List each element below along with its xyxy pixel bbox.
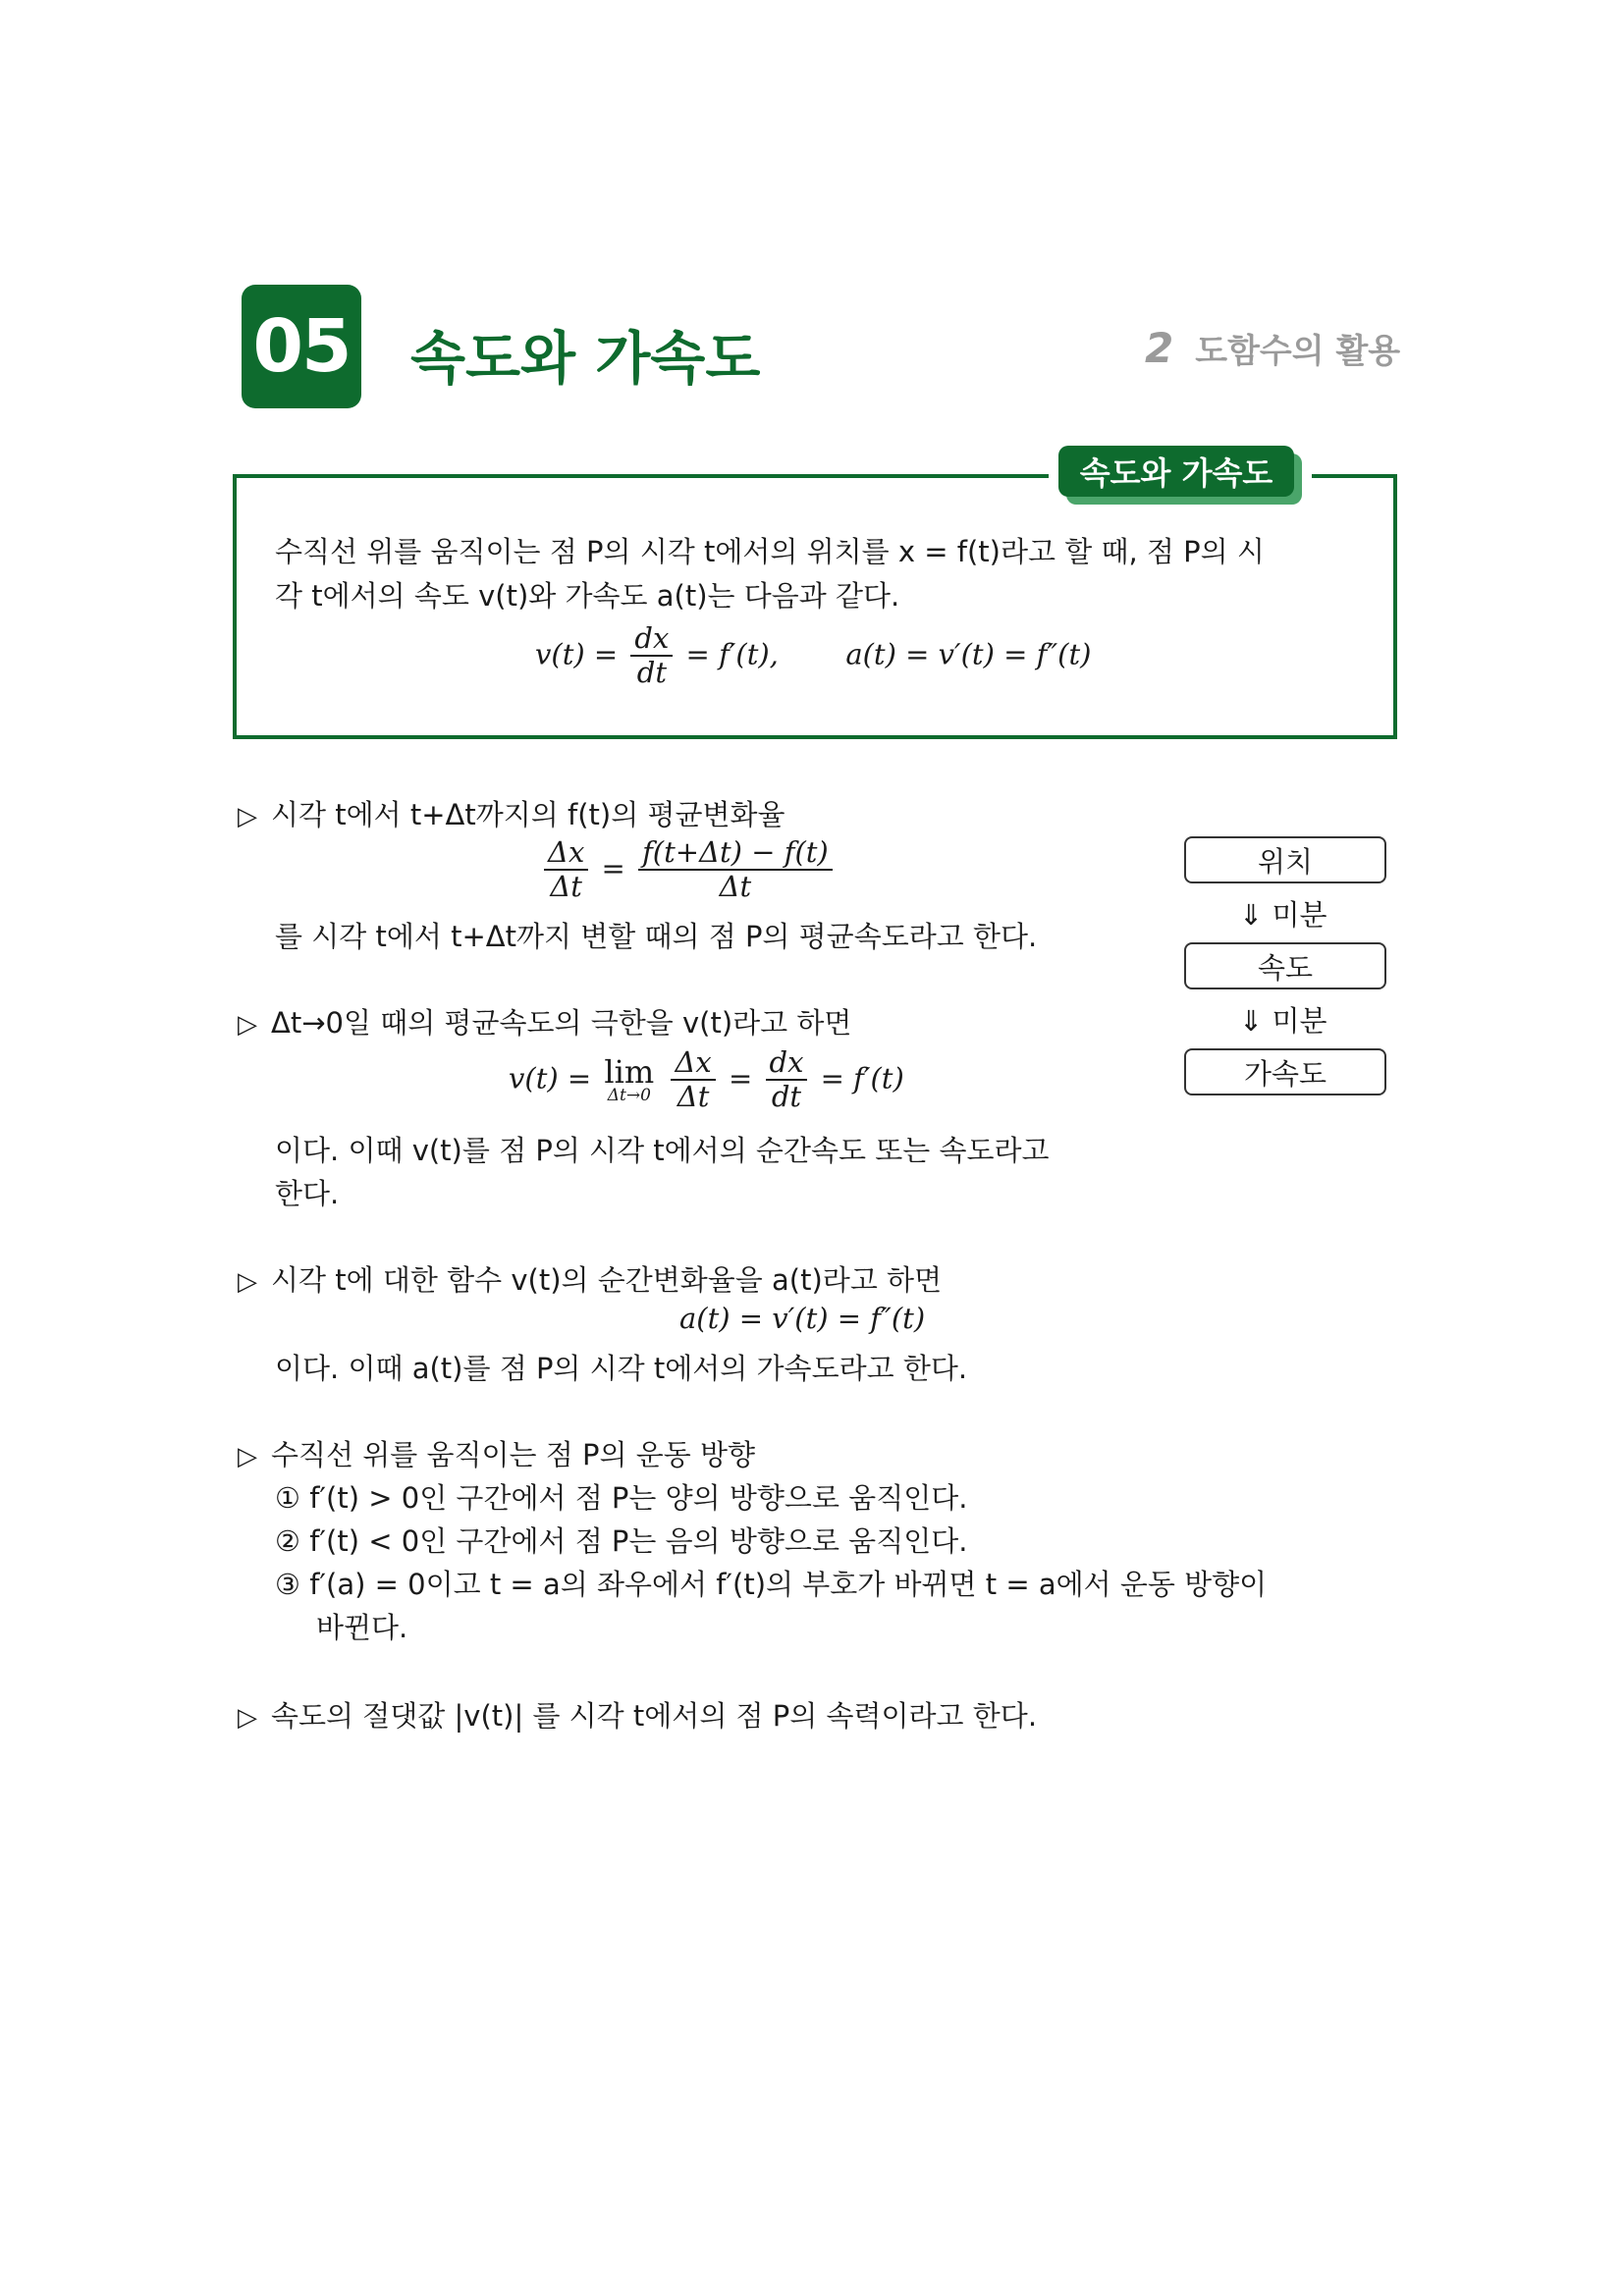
flow-arrow-1: ⇓ 미분	[1239, 898, 1327, 932]
section-1-tail: 를 시각 t에서 t+Δt까지 변할 때의 점 P의 평균속도라고 한다.	[275, 920, 1038, 953]
triangle-bullet-icon: ▷	[238, 802, 257, 831]
chapter-number: 05	[252, 304, 351, 389]
section-2-tail-1: 이다. 이때 v(t)를 점 P의 시각 t에서의 순간속도 또는 속도라고	[275, 1134, 1050, 1167]
unit-number: 2	[1145, 324, 1174, 372]
section-2-heading: ▷ Δt→0일 때의 평균속도의 극한을 v(t)라고 하면	[238, 1006, 852, 1040]
formula-a: a(t) = v′(t) = f″(t)	[845, 637, 1092, 671]
flow-box-position: 위치	[1184, 836, 1386, 883]
definition-line-2: 각 t에서의 속도 v(t)와 가속도 a(t)는 다음과 같다.	[275, 579, 900, 613]
flow-arrow-2: ⇓ 미분	[1239, 1004, 1327, 1038]
section-4-heading: ▷ 수직선 위를 움직이는 점 P의 운동 방향	[238, 1438, 756, 1471]
chapter-title: 속도와 가속도	[410, 325, 761, 392]
section-4-item-1: ① f′(t) > 0인 구간에서 점 P는 양의 방향으로 움직인다.	[275, 1481, 968, 1515]
formula-v-right: = f′(t),	[685, 637, 779, 671]
definition-formula	[535, 622, 1091, 690]
definition-line-1: 수직선 위를 움직이는 점 P의 시각 t에서의 위치를 x = f(t)라고 할 때, 점 P의 시	[275, 535, 1265, 568]
chapter-number-badge	[242, 285, 361, 408]
section-3-formula: a(t) = v′(t) = f″(t)	[679, 1302, 926, 1335]
formula-v-fraction: $\frac{dx}{dt}$	[630, 622, 673, 690]
unit-label	[1145, 324, 1400, 372]
section-4-item-2: ② f′(t) < 0인 구간에서 점 P는 음의 방향으로 움직인다.	[275, 1524, 968, 1558]
section-3-tail: 이다. 이때 a(t)를 점 P의 시각 t에서의 가속도라고 한다.	[275, 1352, 968, 1385]
flow-box-velocity: 속도	[1184, 942, 1386, 989]
limit-operator: lim Δt→0	[604, 1052, 655, 1105]
triangle-bullet-icon: ▷	[238, 1703, 257, 1733]
section-4-item-3: ③ f′(a) = 0이고 t = a의 좌우에서 f′(t)의 부호가 바뀌면 t = a에서 운동 방향이	[275, 1568, 1268, 1601]
section-4-item-3-cont: 바뀐다.	[316, 1611, 408, 1644]
triangle-bullet-icon: ▷	[238, 1010, 257, 1040]
triangle-bullet-icon: ▷	[238, 1267, 257, 1297]
section-1-formula: $\frac{\Delta x}{\Delta t}$ = $\frac{f(t+\Delta t) - f(t)}{\Delta t}$	[540, 836, 837, 904]
definition-box-tag: 속도와 가속도	[1058, 446, 1294, 497]
section-5-text: ▷ 속도의 절댓값 |v(t)| 를 시각 t에서의 점 P의 속력이라고 한다.	[238, 1699, 1038, 1733]
formula-v-left: v(t) =	[535, 637, 619, 671]
section-2-tail-2: 한다.	[275, 1177, 340, 1210]
section-3-heading: ▷ 시각 t에 대한 함수 v(t)의 순간변화율을 a(t)라고 하면	[238, 1263, 943, 1297]
section-2-formula: v(t) = lim Δt→0 $\frac{\Delta x}{\Delta t}$ = $\frac{dx}{dt}$ = f′(t)	[509, 1045, 904, 1114]
triangle-bullet-icon: ▷	[238, 1442, 257, 1471]
unit-title: 도함수의 활용	[1195, 332, 1401, 371]
section-1-heading: ▷ 시각 t에서 t+Δt까지의 f(t)의 평균변화율	[238, 798, 785, 831]
flow-box-acceleration: 가속도	[1184, 1048, 1386, 1095]
